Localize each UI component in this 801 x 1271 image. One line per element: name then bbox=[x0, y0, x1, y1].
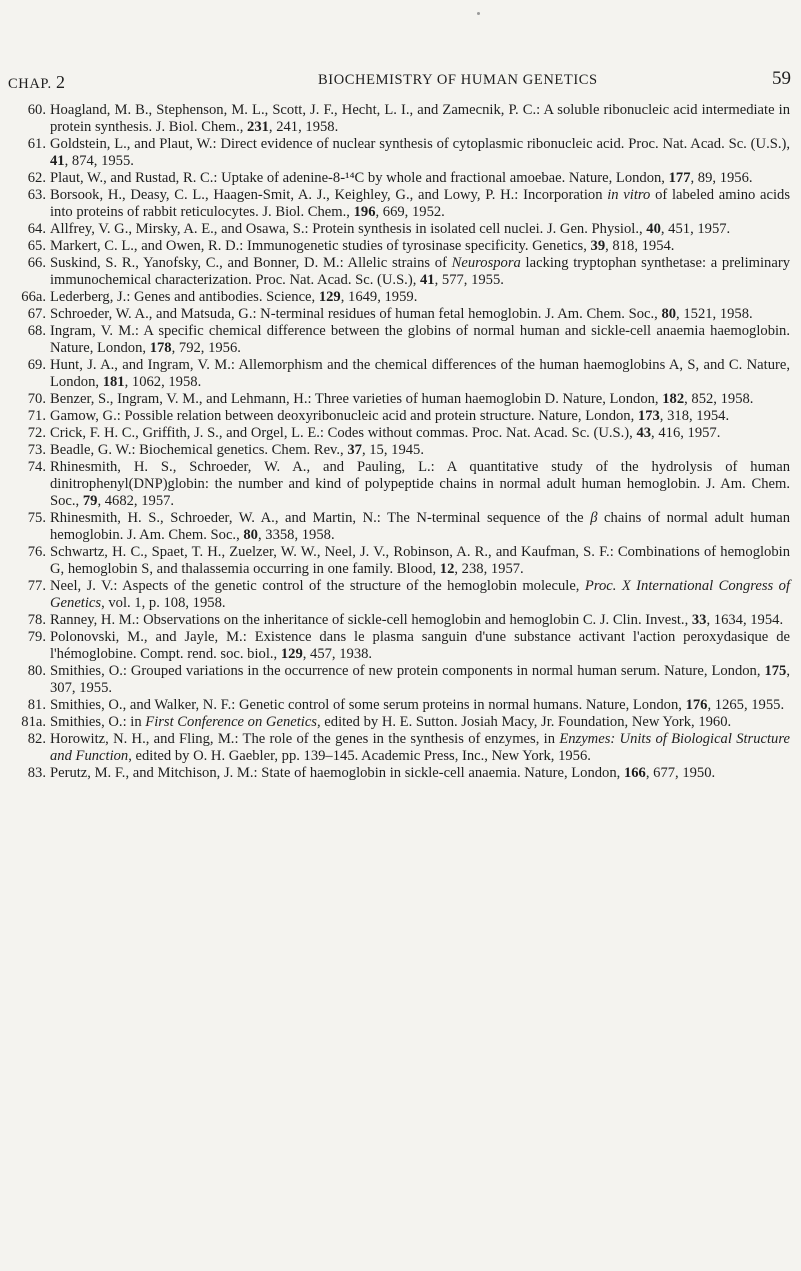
reference-pages-year: , 1634, 1954. bbox=[706, 612, 784, 628]
reference-item bbox=[0, 629, 790, 663]
reference-volume: 231 bbox=[247, 119, 269, 135]
reference-number: 65. bbox=[27, 238, 46, 254]
reference-citation: Ingram, V. M.: A specific chemical difference between the globins of normal human and sickle-cell anaemia haemoglobin. Nature, London, bbox=[50, 323, 790, 356]
reference-text bbox=[50, 102, 790, 135]
reference-item bbox=[0, 391, 790, 408]
reference-volume: 173 bbox=[637, 408, 660, 424]
page-number: 59 bbox=[772, 68, 791, 89]
reference-citation: Schwartz, H. C., Spaet, T. H., Zuelzer, W. W., Neel, J. V., Robinson, A. R., and Kaufman, S. F.: Combinations of hemoglobin G, hemoglobin S, and thalassemia occurring in one family. Blood, bbox=[50, 544, 790, 577]
reference-citation-cont: , vol. 1, p. 108, 1958. bbox=[101, 595, 226, 611]
reference-text bbox=[50, 731, 790, 764]
reference-pages-year: , 577, 1955. bbox=[434, 272, 504, 288]
reference-pages-year: , 457, 1938. bbox=[302, 646, 373, 662]
reference-pages-year: , 241, 1958. bbox=[268, 119, 339, 135]
reference-number: 80. bbox=[27, 663, 46, 679]
reference-pages-year: , 1649, 1959. bbox=[340, 289, 418, 305]
reference-text bbox=[50, 714, 731, 730]
reference-citation: Horowitz, N. H., and Fling, M.: The role of the genes in the synthesis of enzymes, in bbox=[50, 731, 560, 747]
reference-text bbox=[50, 170, 753, 186]
reference-number: 83. bbox=[27, 765, 46, 781]
reference-item bbox=[0, 731, 790, 765]
reference-number: 77. bbox=[27, 578, 46, 594]
reference-item bbox=[0, 544, 790, 578]
reference-item bbox=[0, 425, 790, 442]
reference-list bbox=[0, 102, 790, 782]
reference-citation: Schroeder, W. A., and Matsuda, G.: N-terminal residues of human fetal hemoglobin. J. Am. Chem. Soc., bbox=[50, 306, 662, 322]
reference-number: 63. bbox=[27, 187, 46, 203]
reference-number: 74. bbox=[27, 459, 46, 475]
reference-text bbox=[50, 238, 674, 254]
reference-number: 70. bbox=[27, 391, 46, 407]
reference-volume: 40 bbox=[646, 221, 661, 237]
chapter-label: CHAP. 2 bbox=[8, 72, 65, 92]
reference-text bbox=[50, 391, 753, 407]
reference-citation: Markert, C. L., and Owen, R. D.: Immunogenetic studies of tyrosinase specificity. Genetics, bbox=[50, 238, 591, 254]
reference-volume: 80 bbox=[661, 306, 677, 322]
reference-number: 61. bbox=[27, 136, 46, 152]
reference-number: 75. bbox=[27, 510, 46, 526]
reference-volume: 166 bbox=[623, 765, 646, 781]
reference-number: 62. bbox=[27, 170, 46, 186]
reference-item bbox=[0, 442, 790, 459]
reference-pages-year: , 1062, 1958. bbox=[124, 374, 202, 390]
reference-volume: 41 bbox=[420, 272, 435, 288]
reference-citation: Allfrey, V. G., Mirsky, A. E., and Osawa, S.: Protein synthesis in isolated cell nuclei. J. Gen. Physiol., bbox=[50, 221, 647, 237]
reference-citation-cont: lacking tryptophan synthetase: a preliminary immunochemical characterization. Proc. Nat. Acad. Sc. (U.S.), bbox=[50, 255, 790, 288]
reference-volume: 182 bbox=[662, 391, 685, 407]
reference-item bbox=[0, 170, 790, 187]
reference-citation: Smithies, O., and Walker, N. F.: Genetic control of some serum proteins in normal humans. Nature, London, bbox=[50, 697, 686, 713]
reference-item bbox=[0, 765, 790, 782]
reference-item bbox=[0, 289, 790, 306]
reference-number: 66a. bbox=[21, 289, 46, 305]
reference-item bbox=[0, 697, 790, 714]
reference-pages-year: , 318, 1954. bbox=[659, 408, 730, 424]
reference-pages-year: , 852, 1958. bbox=[684, 391, 754, 407]
reference-volume: 41 bbox=[50, 153, 65, 169]
reference-pages-year: , 1265, 1955. bbox=[707, 697, 785, 713]
reference-number: 67. bbox=[27, 306, 46, 322]
reference-citation: Benzer, S., Ingram, V. M., and Lehmann, H.: Three varieties of human haemoglobin D. Nature, London, bbox=[50, 391, 663, 407]
reference-number: 66. bbox=[27, 255, 46, 271]
reference-text bbox=[50, 629, 790, 662]
reference-number: 78. bbox=[27, 612, 46, 628]
reference-citation: Crick, F. H. C., Griffith, J. S., and Orgel, L. E.: Codes without commas. Proc. Nat. Acad. Sc. (U.S.), bbox=[50, 425, 637, 441]
reference-volume: 39 bbox=[590, 238, 606, 254]
reference-volume: 181 bbox=[102, 374, 125, 390]
reference-citation: Rhinesmith, H. S., Schroeder, W. A., and Martin, N.: The N-terminal sequence of the bbox=[50, 510, 591, 526]
reference-citation: Gamow, G.: Possible relation between deoxyribonucleic acid and protein structure. Nature, London, bbox=[50, 408, 638, 424]
reference-item bbox=[0, 578, 790, 612]
reference-italic: Proc. X International Congress of Genetics bbox=[50, 578, 791, 611]
reference-citation: Hunt, J. A., and Ingram, V. M.: Allemorphism and the chemical differences of the human haemoglobins A, S, and C. Nature, London, bbox=[50, 357, 790, 390]
reference-citation: Beadle, G. W.: Biochemical genetics. Chem. Rev., bbox=[50, 442, 348, 458]
reference-text bbox=[50, 306, 753, 322]
reference-pages-year: , 1521, 1958. bbox=[676, 306, 753, 322]
reference-number: 73. bbox=[27, 442, 46, 458]
reference-volume: 129 bbox=[318, 289, 341, 305]
reference-citation: Perutz, M. F., and Mitchison, J. M.: State of haemoglobin in sickle-cell anaemia. Nature, London, bbox=[50, 765, 624, 781]
reference-item bbox=[0, 663, 790, 697]
print-speck bbox=[477, 12, 480, 15]
reference-text bbox=[50, 323, 790, 356]
reference-citation: Plaut, W., and Rustad, R. C.: Uptake of adenine-8-¹⁴C by whole and fractional amoebae. Nature, London, bbox=[50, 170, 669, 186]
reference-italic: β bbox=[590, 510, 598, 526]
reference-citation: Goldstein, L., and Plaut, W.: Direct evidence of nuclear synthesis of cytoplasmic ribonucleic acid. Proc. Nat. Acad. Sc. (U.S.), bbox=[50, 136, 790, 152]
reference-number: 82. bbox=[27, 731, 46, 747]
reference-pages-year: , 3358, 1958. bbox=[257, 527, 335, 543]
reference-number: 60. bbox=[27, 102, 46, 118]
reference-pages-year: , 238, 1957. bbox=[454, 561, 524, 577]
reference-text bbox=[50, 663, 790, 696]
reference-number: 79. bbox=[27, 629, 46, 645]
reference-text bbox=[50, 612, 783, 628]
reference-item bbox=[0, 408, 790, 425]
reference-volume: 129 bbox=[280, 646, 303, 662]
running-header bbox=[8, 68, 791, 96]
reference-italic: Neurospora bbox=[451, 255, 521, 271]
reference-item bbox=[0, 510, 790, 544]
reference-item bbox=[0, 221, 790, 238]
reference-pages-year: , 89, 1956. bbox=[690, 170, 753, 186]
reference-text bbox=[50, 289, 417, 305]
reference-pages-year: , 15, 1945. bbox=[361, 442, 424, 458]
reference-pages-year: , 792, 1956. bbox=[171, 340, 241, 356]
reference-pages-year: , 451, 1957. bbox=[660, 221, 731, 237]
reference-citation: Neel, J. V.: Aspects of the genetic control of the structure of the hemoglobin molecule, bbox=[50, 578, 585, 594]
reference-number: 72. bbox=[27, 425, 46, 441]
reference-text bbox=[50, 425, 720, 441]
reference-number: 71. bbox=[27, 408, 46, 424]
reference-citation: Polonovski, M., and Jayle, M.: Existence dans le plasma sanguin d'une substance activant l'action peroxydasique de l'hémoglobine. Compt. rend. soc. biol., bbox=[50, 629, 790, 662]
reference-item bbox=[0, 714, 790, 731]
reference-pages-year: , 818, 1954. bbox=[605, 238, 675, 254]
reference-number: 68. bbox=[27, 323, 46, 339]
chapter-number: 2 bbox=[55, 72, 65, 92]
reference-citation: Lederberg, J.: Genes and antibodies. Science, bbox=[50, 289, 319, 305]
reference-italic: in vitro bbox=[607, 187, 651, 203]
reference-item bbox=[0, 323, 790, 357]
reference-citation: Borsook, H., Deasy, C. L., Haagen-Smit, A. J., Keighley, G., and Lowy, P. H.: Incorporation bbox=[50, 187, 608, 203]
reference-text bbox=[50, 221, 730, 237]
reference-volume: 175 bbox=[764, 663, 787, 679]
reference-number: 81a. bbox=[21, 714, 46, 730]
reference-volume: 178 bbox=[149, 340, 172, 356]
reference-citation-cont: chains of normal adult human hemoglobin. J. Am. Chem. Soc., bbox=[50, 510, 791, 543]
reference-citation: Rhinesmith, H. S., Schroeder, W. A., and Pauling, L.: A quantitative study of the hydrolysis of human dinitrophenyl(DNP)globin: the number and kind of polypeptide chains in normal adult human hemoglobin. J. Am. Chem. Soc., bbox=[50, 459, 790, 509]
reference-pages-year: , 4682, 1957. bbox=[97, 493, 175, 509]
reference-volume: 176 bbox=[685, 697, 708, 713]
reference-citation-cont: , edited by H. E. Sutton. Josiah Macy, Jr. Foundation, New York, 1960. bbox=[317, 714, 732, 730]
reference-citation-cont: , edited by O. H. Gaebler, pp. 139–145. Academic Press, Inc., New York, 1956. bbox=[128, 748, 591, 764]
reference-number: 76. bbox=[27, 544, 46, 560]
reference-volume: 80 bbox=[243, 527, 258, 543]
reference-text bbox=[50, 255, 790, 288]
reference-citation: Suskind, S. R., Yanofsky, C., and Bonner, D. M.: Allelic strains of bbox=[50, 255, 452, 271]
reference-item bbox=[0, 306, 790, 323]
reference-item bbox=[0, 187, 790, 221]
reference-citation: Smithies, O.: in bbox=[50, 714, 146, 730]
reference-text bbox=[50, 765, 715, 781]
reference-number: 81. bbox=[27, 697, 46, 713]
reference-volume: 33 bbox=[691, 612, 707, 628]
reference-text bbox=[50, 697, 784, 713]
reference-citation: Smithies, O.: Grouped variations in the occurrence of new protein components in normal human serum. Nature, London, bbox=[50, 663, 765, 679]
reference-number: 64. bbox=[27, 221, 46, 237]
reference-volume: 196 bbox=[353, 204, 376, 220]
reference-text bbox=[50, 187, 790, 220]
reference-number: 69. bbox=[27, 357, 46, 373]
reference-citation-cont: of labeled amino acids into proteins of rabbit reticulocytes. J. Biol. Chem., bbox=[50, 187, 790, 220]
reference-volume: 79 bbox=[82, 493, 98, 509]
reference-item bbox=[0, 612, 790, 629]
reference-text bbox=[50, 442, 424, 458]
reference-italic: First Conference on Genetics bbox=[145, 714, 317, 730]
reference-italic: Enzymes: Units of Biological Structure and Function bbox=[50, 731, 790, 764]
reference-pages-year: , 307, 1955. bbox=[50, 663, 790, 696]
reference-item bbox=[0, 136, 790, 170]
reference-item bbox=[0, 102, 790, 136]
reference-volume: 43 bbox=[636, 425, 652, 441]
reference-text bbox=[50, 544, 790, 577]
reference-item bbox=[0, 459, 790, 510]
reference-text bbox=[50, 459, 790, 509]
reference-text bbox=[50, 357, 790, 390]
reference-pages-year: , 416, 1957. bbox=[651, 425, 721, 441]
reference-volume: 177 bbox=[668, 170, 691, 186]
reference-pages-year: , 677, 1950. bbox=[645, 765, 716, 781]
reference-citation: Hoagland, M. B., Stephenson, M. L., Scott, J. F., Hecht, L. I., and Zamecnik, P. C.: A soluble ribonucleic acid intermediate in protein synthesis. J. Biol. Chem., bbox=[50, 102, 790, 135]
reference-text bbox=[50, 578, 790, 611]
reference-item bbox=[0, 238, 790, 255]
reference-volume: 12 bbox=[439, 561, 455, 577]
reference-item bbox=[0, 255, 790, 289]
reference-citation: Ranney, H. M.: Observations on the inheritance of sickle-cell hemoglobin and hemoglobin C. J. Clin. Invest., bbox=[50, 612, 692, 628]
reference-volume: 37 bbox=[347, 442, 362, 458]
reference-pages-year: , 669, 1952. bbox=[375, 204, 445, 220]
reference-text bbox=[50, 408, 729, 424]
reference-pages-year: , 874, 1955. bbox=[64, 153, 134, 169]
reference-text bbox=[50, 510, 790, 543]
reference-item bbox=[0, 357, 790, 391]
reference-text bbox=[50, 136, 790, 169]
running-title: BIOCHEMISTRY OF HUMAN GENETICS bbox=[318, 72, 598, 88]
